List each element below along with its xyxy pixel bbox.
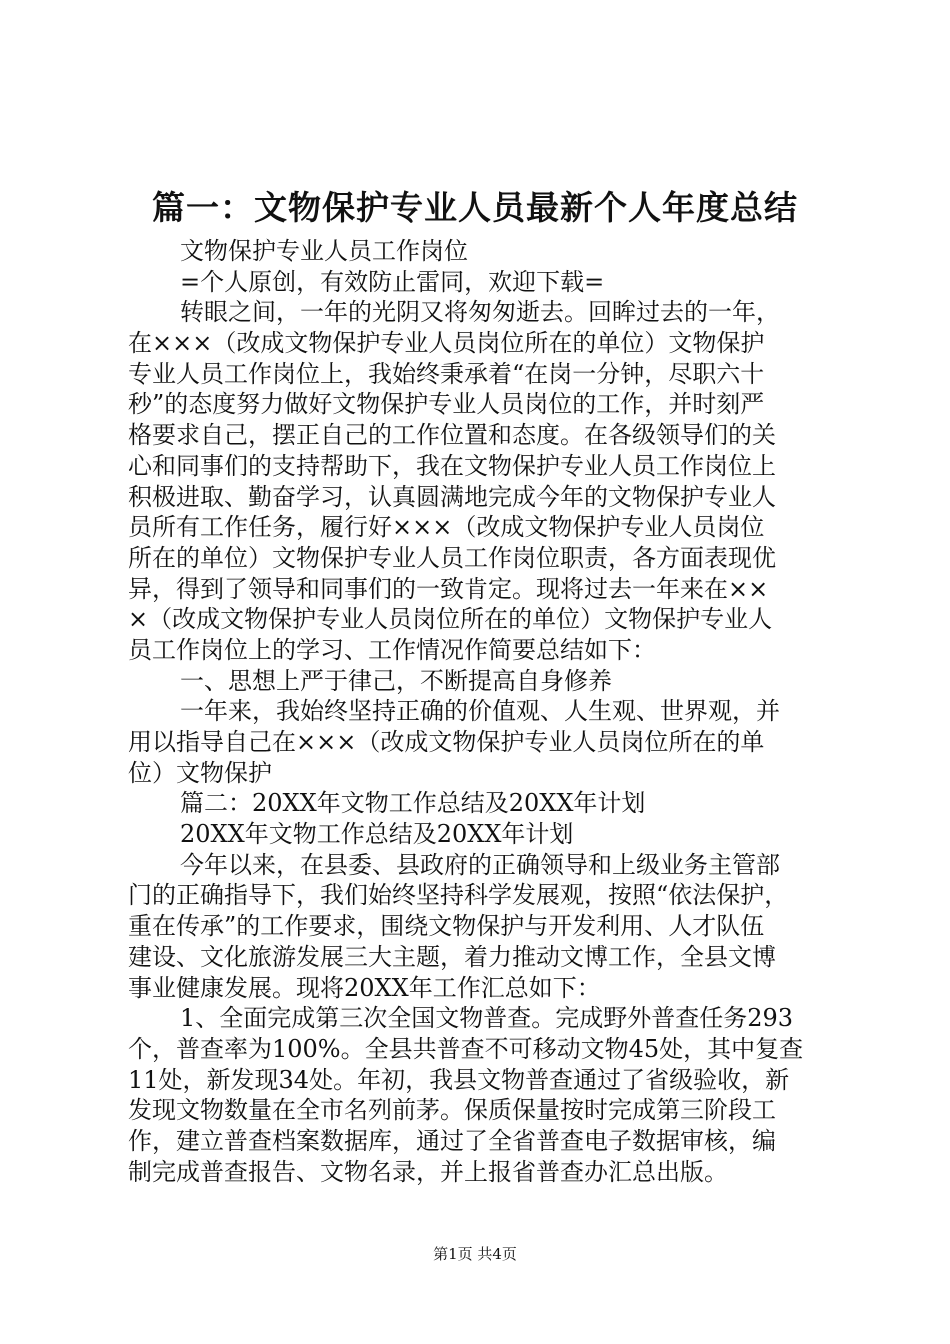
subsection-heading: 一、思想上严于律己，不断提高自身修养	[180, 666, 612, 695]
paragraph-line: 事业健康发展。现将20XX年工作汇总如下：	[128, 973, 601, 1002]
paragraph-line: 建设、文化旅游发展三大主题，着力推动文博工作，全县文博	[128, 942, 776, 971]
paragraph-line: ×（改成文物保护专业人员岗位所在的单位）文物保护专业人	[128, 605, 773, 634]
paragraph-line: 发现文物数量在全市名列前茅。保质保量按时完成第三阶段工	[128, 1096, 776, 1125]
document-body	[128, 236, 834, 1187]
notice-line: =个人原创，有效防止雷同，欢迎下载=	[180, 267, 605, 296]
document-title: 篇一：文物保护专业人员最新个人年度总结	[152, 188, 798, 227]
paragraph-line: 制完成普查报告、文物名录，并上报省普查办汇总出版。	[128, 1157, 728, 1186]
paragraph-line: 1、全面完成第三次全国文物普查。完成野外普查任务293	[180, 1004, 794, 1033]
section-heading: 篇二：20XX年文物工作总结及20XX年计划	[180, 789, 646, 818]
paragraph-line: 11处，新发现34处。年初，我县文物普查通过了省级验收，新	[128, 1065, 790, 1094]
section-subtitle: 20XX年文物工作总结及20XX年计划	[180, 820, 574, 849]
page-footer: 第1页 共4页	[433, 1245, 517, 1263]
paragraph-line: 积极进取、勤奋学习，认真圆满地完成今年的文物保护专业人	[128, 482, 776, 511]
paragraph-line: 员所有工作任务，履行好×××（改成文物保护专业人员岗位	[128, 513, 765, 542]
paragraph-line: 在×××（改成文物保护专业人员岗位所在的单位）文物保护	[128, 329, 765, 358]
paragraph-line: 位）文物保护	[128, 758, 272, 787]
paragraph-line: 今年以来，在县委、县政府的正确领导和上级业务主管部	[180, 850, 780, 879]
paragraph-line: 作，建立普查档案数据库，通过了全省普查电子数据审核，编	[128, 1126, 776, 1155]
paragraph-line: 心和同事们的支持帮助下，我在文物保护专业人员工作岗位上	[128, 451, 776, 480]
section-heading: 文物保护专业人员工作岗位	[180, 237, 468, 265]
paragraph-line: 一年来，我始终坚持正确的价值观、人生观、世界观，并	[180, 697, 780, 726]
paragraph-line: 所在的单位）文物保护专业人员工作岗位职责，各方面表现优	[128, 543, 776, 572]
paragraph-line: 重在传承”的工作要求，围绕文物保护与开发利用、人才队伍	[128, 912, 765, 941]
paragraph-line: 转眼之间，一年的光阴又将匆匆逝去。回眸过去的一年，	[180, 298, 780, 327]
paragraph-line: 员工作岗位上的学习、工作情况作简要总结如下：	[128, 635, 656, 664]
paragraph-line: 用以指导自己在×××（改成文物保护专业人员岗位所在的单	[128, 728, 765, 756]
paragraph-line: 格要求自己，摆正自己的工作位置和态度。在各级领导们的关	[128, 421, 776, 450]
paragraph-line: 门的正确指导下，我们始终坚持科学发展观，按照“依法保护，	[128, 881, 789, 910]
paragraph-line: 异，得到了领导和同事们的一致肯定。现将过去一年来在××	[128, 574, 769, 603]
paragraph-line: 秒”的态度努力做好文物保护专业人员岗位的工作，并时刻严	[128, 390, 765, 419]
paragraph-line: 专业人员工作岗位上，我始终秉承着“在岗一分钟，尽职六十	[128, 359, 765, 388]
paragraph-line: 个，普查率为100%。全县共普查不可移动文物45处，其中复查	[128, 1034, 804, 1063]
